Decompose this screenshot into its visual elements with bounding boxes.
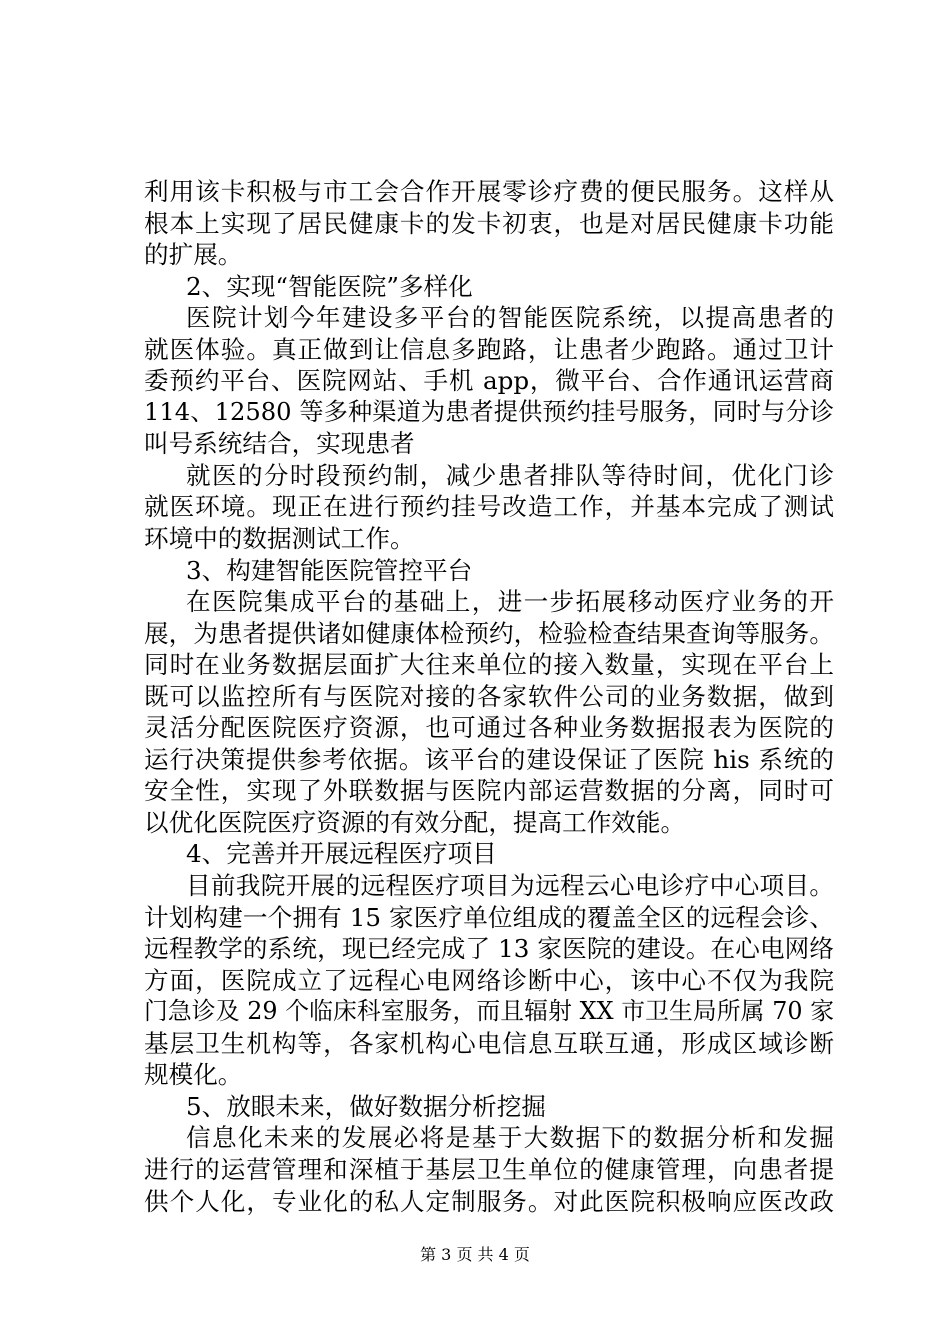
text-line: 4、完善并开展远程医疗项目 [186, 839, 497, 869]
text-line: 展，为患者提供诸如健康体检预约，检验检查结果查询等服务。 [144, 618, 834, 648]
text-line: 的扩展。 [144, 240, 243, 270]
text-line: 环境中的数据测试工作。 [144, 524, 415, 554]
text-line: 医院计划今年建设多平台的智能医院系统，以提高患者的 [186, 303, 834, 333]
text-line: 委预约平台、医院网站、手机 app，微平台、合作通讯运营商 [144, 366, 834, 396]
text-line: 灵活分配医院医疗资源，也可通过各种业务数据报表为医院的 [144, 713, 834, 743]
text-line: 叫号系统结合，实现患者 [144, 429, 415, 459]
text-line: 在医院集成平台的基础上，进一步拓展移动医疗业务的开 [186, 587, 834, 617]
text-line: 利用该卡积极与市工会合作开展零诊疗费的便民服务。这样从 [144, 177, 834, 206]
page-footer [0, 1245, 950, 1265]
text-line: 安全性，实现了外联数据与医院内部运营数据的分离，同时可 [144, 776, 834, 806]
text-line: 同时在业务数据层面扩大往来单位的接入数量，实现在平台上 [144, 650, 834, 680]
text-line: 运行决策提供参考依据。该平台的建设保证了医院 his 系统的 [144, 744, 834, 774]
text-line: 根本上实现了居民健康卡的发卡初衷，也是对居民健康卡功能 [144, 208, 834, 238]
text-line: 114、12580 等多种渠道为患者提供预约挂号服务，同时与分诊 [144, 397, 834, 426]
text-line: 门急诊及 29 个临床科室服务，而且辐射 XX 市卫生局所属 70 家 [144, 997, 834, 1026]
text-line: 5、放眼未来，做好数据分析挖掘 [186, 1091, 546, 1121]
text-line: 进行的运营管理和深植于基层卫生单位的健康管理，向患者提 [144, 1154, 834, 1184]
text-line: 以优化医院医疗资源的有效分配，提高工作效能。 [144, 807, 686, 837]
text-line: 供个人化，专业化的私人定制服务。对此医院积极响应医改政 [144, 1186, 834, 1216]
text-line: 2、实现“智能医院”多样化 [186, 271, 473, 301]
text-line: 信息化未来的发展必将是基于大数据下的数据分析和发掘 [186, 1123, 834, 1153]
text-line: 规模化。 [144, 1060, 243, 1090]
text-line: 基层卫生机构等，各家机构心电信息互联互通，形成区域诊断 [144, 1028, 834, 1058]
text-line: 就医的分时段预约制，减少患者排队等待时间，优化门诊 [186, 460, 834, 490]
text-line: 3、构建智能医院管控平台 [186, 555, 473, 585]
document-body [144, 176, 834, 1217]
text-line: 就医体验。真正做到让信息多跑路，让患者少跑路。通过卫计 [144, 334, 834, 364]
text-line: 计划构建一个拥有 15 家医疗单位组成的覆盖全区的远程会诊、 [144, 902, 834, 932]
text-line: 方面，医院成立了远程心电网络诊断中心，该中心不仅为我院 [144, 965, 834, 995]
text-line: 目前我院开展的远程医疗项目为远程云心电诊疗中心项目。 [186, 871, 834, 901]
text-line: 既可以监控所有与医院对接的各家软件公司的业务数据，做到 [144, 681, 834, 711]
text-line: 就医环境。现正在进行预约挂号改造工作，并基本完成了测试 [144, 492, 834, 522]
page-number-label: 第 3 页 共 4 页 [420, 1245, 530, 1264]
text-line: 远程教学的系统，现已经完成了 13 家医院的建设。在心电网络 [144, 934, 834, 964]
